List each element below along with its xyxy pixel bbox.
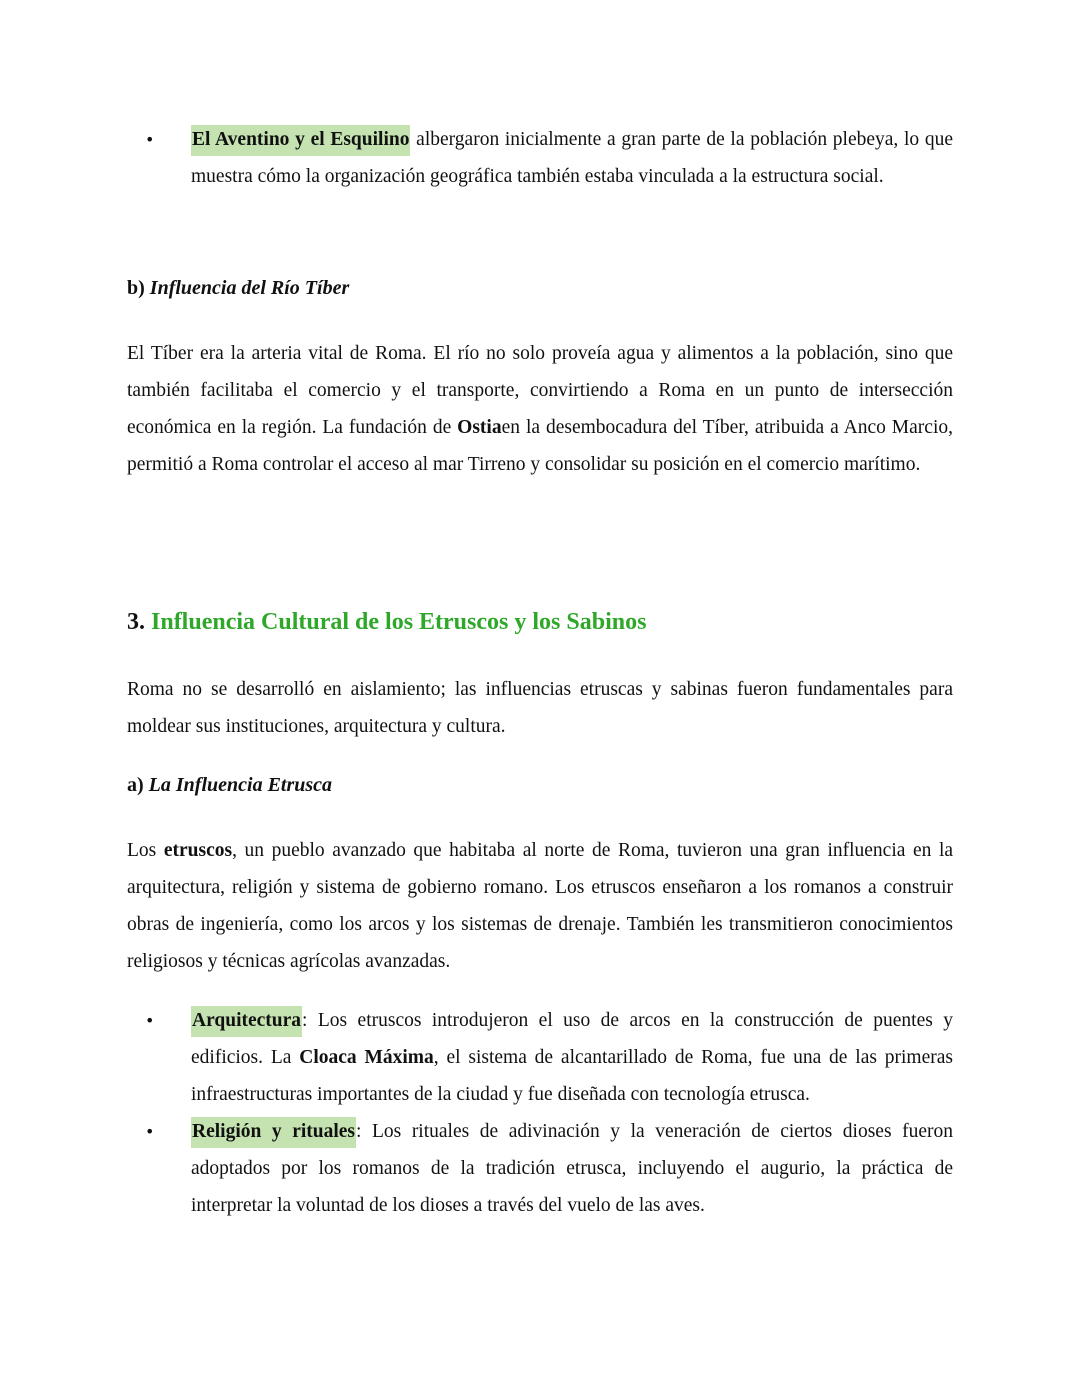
subsection-title: Influencia del Río Tíber xyxy=(149,277,350,299)
paragraph-text: Los xyxy=(127,840,164,861)
list-item xyxy=(127,121,953,195)
highlighted-term: El Aventino y el Esquilino xyxy=(191,125,410,156)
paragraph-intro: Roma no se desarrolló en aislamiento; las influencias etruscas y sabinas fueron fundamentales para moldear sus instituciones, arquitectura y cultura. xyxy=(127,679,953,737)
bullet-list-top xyxy=(127,121,953,195)
bullet-text: : Los etruscos introdujeron el uso de arcos en la construcción de puentes y edificios. La xyxy=(191,1010,953,1068)
subsection-letter: b) xyxy=(127,277,150,299)
bullet-icon: • xyxy=(145,1122,155,1141)
bold-term: etruscos xyxy=(163,840,233,861)
bullet-list-bottom xyxy=(127,1002,953,1224)
list-item xyxy=(127,1002,953,1113)
highlighted-term: Religión y rituales xyxy=(191,1117,356,1148)
bold-term: Ostia xyxy=(457,417,502,438)
section-heading-3 xyxy=(127,606,646,638)
section-number: 3. xyxy=(127,609,151,635)
section-title: Influencia Cultural de los Etruscos y los Sabinos xyxy=(151,609,647,635)
bullet-icon: • xyxy=(145,130,155,149)
highlighted-term: Arquitectura xyxy=(191,1006,302,1037)
bullet-text: albergaron inicialmente a gran parte de la población plebeya, lo que muestra cómo la organización geográfica también estaba vinculada a la estructura social. xyxy=(191,129,954,187)
paragraph-text: El Tíber era la arteria vital de Roma. El río no solo proveía agua y alimentos a la población, sino que también facilitaba el comercio y el transporte, convirtiendo a Roma en un punto de intersección económica en la región. La fundación de xyxy=(127,343,953,438)
bullet-text: , el sistema de alcantarillado de Roma, fue una de las primeras infraestructuras importantes de la ciudad y fue diseñada con tecnología etrusca. xyxy=(191,1047,953,1105)
subsection-heading-b xyxy=(127,273,349,303)
list-item xyxy=(127,1113,953,1224)
bullet-text: : Los rituales de adivinación y la veneración de ciertos dioses fueron adoptados por los romanos de la tradición etrusca, incluyendo el augurio, la práctica de interpretar la voluntad de los dioses a través del vuelo de las aves. xyxy=(191,1121,953,1216)
subsection-heading-a xyxy=(127,770,332,800)
paragraph-tiber xyxy=(127,335,953,483)
subsection-title: La Influencia Etrusca xyxy=(148,774,333,796)
subsection-letter: a) xyxy=(127,774,149,796)
bullet-icon: • xyxy=(145,1011,155,1030)
paragraph-text: en la desembocadura del Tíber, atribuida a Anco Marcio, permitió a Roma controlar el acceso al mar Tirreno y consolidar su posición en el comercio marítimo. xyxy=(127,417,953,475)
bold-term: Cloaca Máxima xyxy=(299,1047,434,1068)
paragraph-text: , un pueblo avanzado que habitaba al norte de Roma, tuvieron una gran influencia en la arquitectura, religión y sistema de gobierno romano. Los etruscos enseñaron a los romanos a construir obras de ingeniería, como los arcos y los sistemas de drenaje. También les transmitieron conocimientos religiosos y técnicas agrícolas avanzadas. xyxy=(127,840,954,972)
paragraph-etruscos xyxy=(127,832,953,980)
